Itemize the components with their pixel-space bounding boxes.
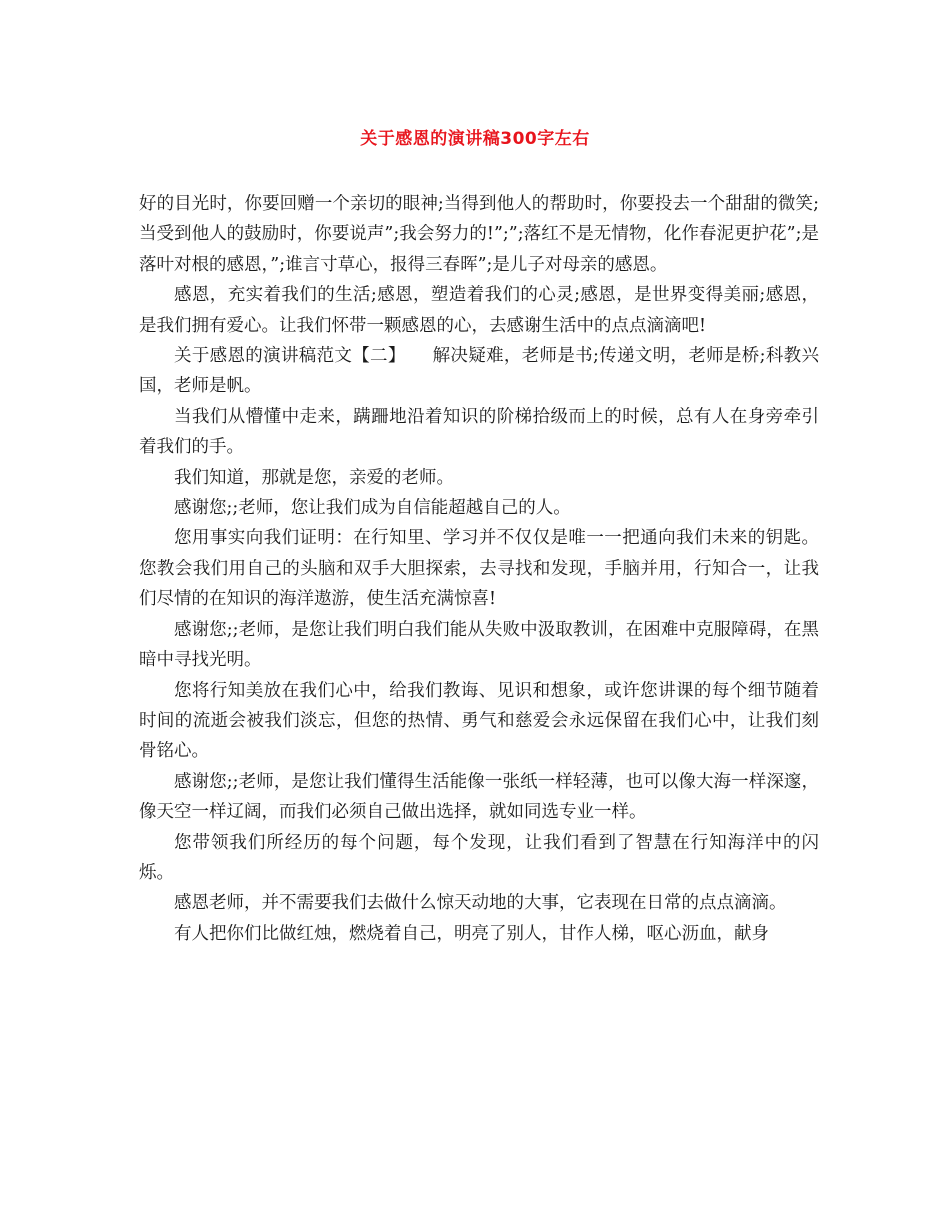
paragraph-13: 有人把你们比做红烛，燃烧着自己，明亮了别人，甘作人梯，呕心沥血，献身 [174, 923, 769, 944]
paragraph-3: 关于感恩的演讲稿范文【二】 解决疑难，老师是书;传递文明，老师是桥;科教兴国，老师是帆。 [139, 346, 819, 397]
document-title: 关于感恩的演讲稿300字左右 [360, 129, 590, 149]
paragraph-4: 当我们从懵懂中走来，蹒跚地沿着知识的阶梯拾级而上的时候，总有人在身旁牵引着我们的手。 [139, 406, 819, 458]
paragraph-12: 感恩老师，并不需要我们去做什么惊天动地的大事，它表现在日常的点点滴滴。 [174, 893, 787, 914]
paragraph-11: 您带领我们所经历的每个问题，每个发现，让我们看到了智慧在行知海洋中的闪烁。 [139, 832, 819, 883]
paragraph-1: 好的目光时，你要回赠一个亲切的眼神;当得到他人的帮助时，你要投去一个甜甜的微笑;当受到他人的鼓励时，你要说声”;我会努力的!”;”;落红不是无情物，化作春泥更护花”;是落叶对根的感恩，”;谁言寸草心，报得三春晖”;是儿子对母亲的感恩。 [139, 194, 819, 275]
document-body [139, 189, 819, 949]
paragraph-9: 您将行知美放在我们心中，给我们教诲、见识和想象，或许您讲课的每个细节随着时间的流逝会被我们淡忘，但您的热情、勇气和慈爱会永远保留在我们心中，让我们刻骨铭心。 [139, 680, 819, 762]
paragraph-8: 感谢您;;老师，是您让我们明白我们能从失败中汲取教训，在困难中克服障碍，在黑暗中寻找光明。 [139, 619, 819, 671]
paragraph-6: 感谢您;;老师，您让我们成为自信能超越自己的人。 [174, 498, 571, 519]
paragraph-7: 您用事实向我们证明：在行知里、学习并不仅仅是唯一一把通向我们未来的钥匙。您教会我们用自己的头脑和双手大胆探索，去寻找和发现，手脑并用，行知合一，让我们尽情的在知识的海洋遨游，使生活充满惊喜! [139, 528, 819, 610]
paragraph-2: 感恩，充实着我们的生活;感恩，塑造着我们的心灵;感恩，是世界变得美丽;感恩，是我们拥有爱心。让我们怀带一颗感恩的心，去感谢生活中的点点滴滴吧! [139, 285, 819, 336]
paragraph-10: 感谢您;;老师，是您让我们懂得生活能像一张纸一样轻薄，也可以像大海一样深邃，像天空一样辽阔，而我们必须自己做出选择，就如同选专业一样。 [139, 771, 819, 823]
paragraph-5: 我们知道，那就是您，亲爱的老师。 [174, 467, 454, 488]
